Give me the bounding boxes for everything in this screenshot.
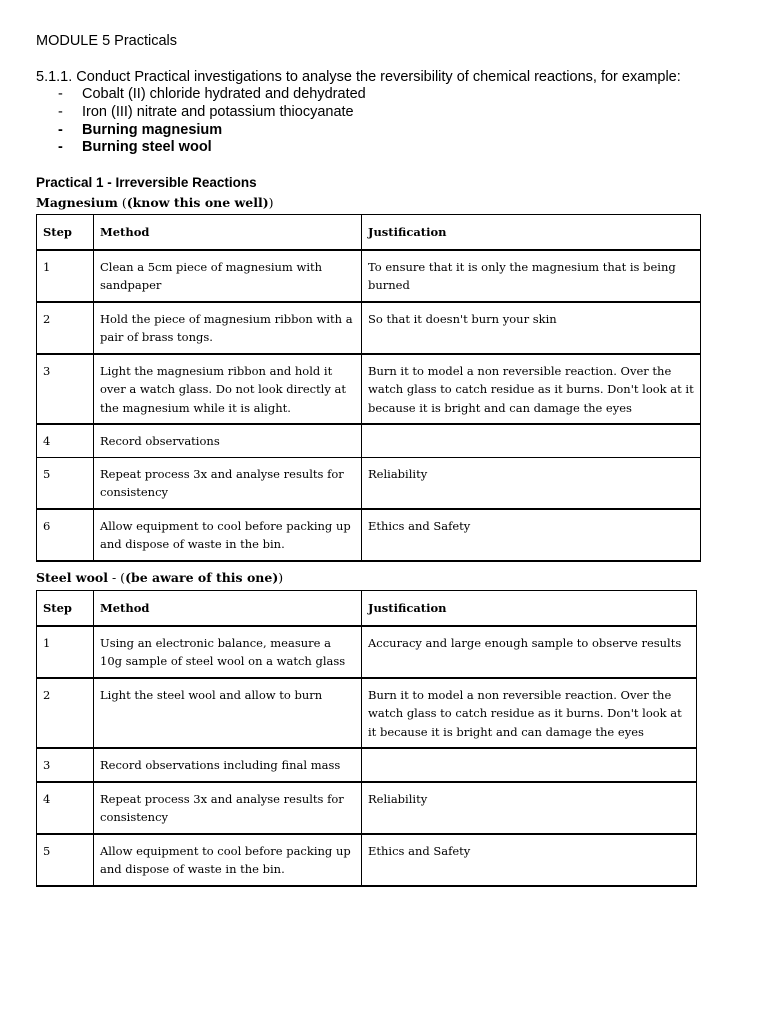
example-text: Iron (III) nitrate and potassium thiocyanate — [82, 103, 354, 120]
practical-title: Practical 1 - Irreversible Reactions — [36, 175, 257, 190]
step-cell: 2 — [37, 302, 94, 354]
table-header-row — [37, 591, 697, 626]
method-cell: Light the magnesium ribbon and hold it over a watch glass. Do not look directly at the magnesium while it is alight. — [94, 354, 362, 425]
justification-cell: Ethics and Safety — [362, 509, 701, 561]
bullet-dash: - — [58, 86, 63, 102]
list-item — [58, 139, 366, 157]
table-row — [37, 424, 701, 457]
table-header-row — [37, 215, 701, 250]
examples-list — [58, 86, 366, 157]
document-title: MODULE 5 Practicals — [36, 33, 178, 49]
justification-cell: Burn it to model a non reversible reaction. Over the watch glass to catch residue as it burns. Don't look at it because it is bright and can damage the eyes — [362, 678, 697, 749]
method-cell: Record observations — [94, 424, 362, 457]
table-row — [37, 509, 701, 561]
justification-cell: Reliability — [362, 782, 697, 834]
example-text: Cobalt (II) chloride hydrated and dehydrated — [82, 86, 366, 102]
magnesium-table — [36, 214, 701, 562]
table-row — [37, 354, 701, 425]
method-cell: Clean a 5cm piece of magnesium with sandpaper — [94, 250, 362, 302]
bullet-dash: - — [58, 121, 63, 138]
table-row — [37, 626, 697, 678]
method-cell: Using an electronic balance, measure a 10g sample of steel wool on a watch glass — [94, 626, 362, 678]
step-cell: 3 — [37, 748, 94, 782]
magnesium-note: ((know this one well)) — [121, 195, 274, 210]
step-cell: 6 — [37, 509, 94, 561]
justification-cell: Burn it to model a non reversible reaction. Over the watch glass to catch residue as it burns. Don't look at it because it is bright and can damage the eyes — [362, 354, 701, 425]
list-item — [58, 122, 366, 140]
step-cell: 5 — [37, 834, 94, 886]
list-item — [58, 104, 366, 122]
step-cell: 1 — [37, 626, 94, 678]
bullet-dash: - — [58, 139, 63, 156]
magnesium-subheading — [36, 195, 274, 210]
header-justification: Justification — [362, 215, 701, 250]
steel-wool-table — [36, 590, 697, 887]
step-cell: 2 — [37, 678, 94, 749]
example-text: Burning steel wool — [82, 139, 212, 156]
header-justification: Justification — [362, 591, 697, 626]
justification-cell — [362, 748, 697, 782]
method-cell: Record observations including final mass — [94, 748, 362, 782]
method-cell: Hold the piece of magnesium ribbon with a pair of brass tongs. — [94, 302, 362, 354]
table-row — [37, 834, 697, 886]
table-row — [37, 782, 697, 834]
steel-wool-note: ((be aware of this one)) — [120, 570, 284, 585]
method-cell: Allow equipment to cool before packing up and dispose of waste in the bin. — [94, 509, 362, 561]
bullet-dash: - — [58, 103, 63, 120]
header-method: Method — [94, 591, 362, 626]
table-row — [37, 302, 701, 354]
method-cell: Allow equipment to cool before packing up and dispose of waste in the bin. — [94, 834, 362, 886]
step-cell: 1 — [37, 250, 94, 302]
header-method: Method — [94, 215, 362, 250]
header-step: Step — [37, 215, 94, 250]
magnesium-label: Magnesium — [36, 195, 118, 210]
intro-text: 5.1.1. Conduct Practical investigations to analyse the reversibility of chemical reactions, for example: — [36, 69, 681, 85]
justification-cell: Ethics and Safety — [362, 834, 697, 886]
table-row — [37, 678, 697, 749]
steel-wool-label: Steel wool — [36, 570, 108, 585]
justification-cell — [362, 424, 701, 457]
justification-cell: To ensure that it is only the magnesium that is being burned — [362, 250, 701, 302]
table-row — [37, 250, 701, 302]
method-cell: Repeat process 3x and analyse results for consistency — [94, 782, 362, 834]
justification-cell: Reliability — [362, 457, 701, 509]
list-item — [58, 86, 366, 104]
step-cell: 4 — [37, 782, 94, 834]
example-text: Burning magnesium — [82, 121, 223, 138]
step-cell: 5 — [37, 457, 94, 509]
header-step: Step — [37, 591, 94, 626]
step-cell: 4 — [37, 424, 94, 457]
method-cell: Repeat process 3x and analyse results for consistency — [94, 457, 362, 509]
method-cell: Light the steel wool and allow to burn — [94, 678, 362, 749]
steel-wool-separator: - — [108, 570, 121, 585]
justification-cell: Accuracy and large enough sample to observe results — [362, 626, 697, 678]
table-row — [37, 748, 697, 782]
table-row — [37, 457, 701, 509]
steel-wool-subheading — [36, 570, 283, 585]
justification-cell: So that it doesn't burn your skin — [362, 302, 701, 354]
step-cell: 3 — [37, 354, 94, 425]
